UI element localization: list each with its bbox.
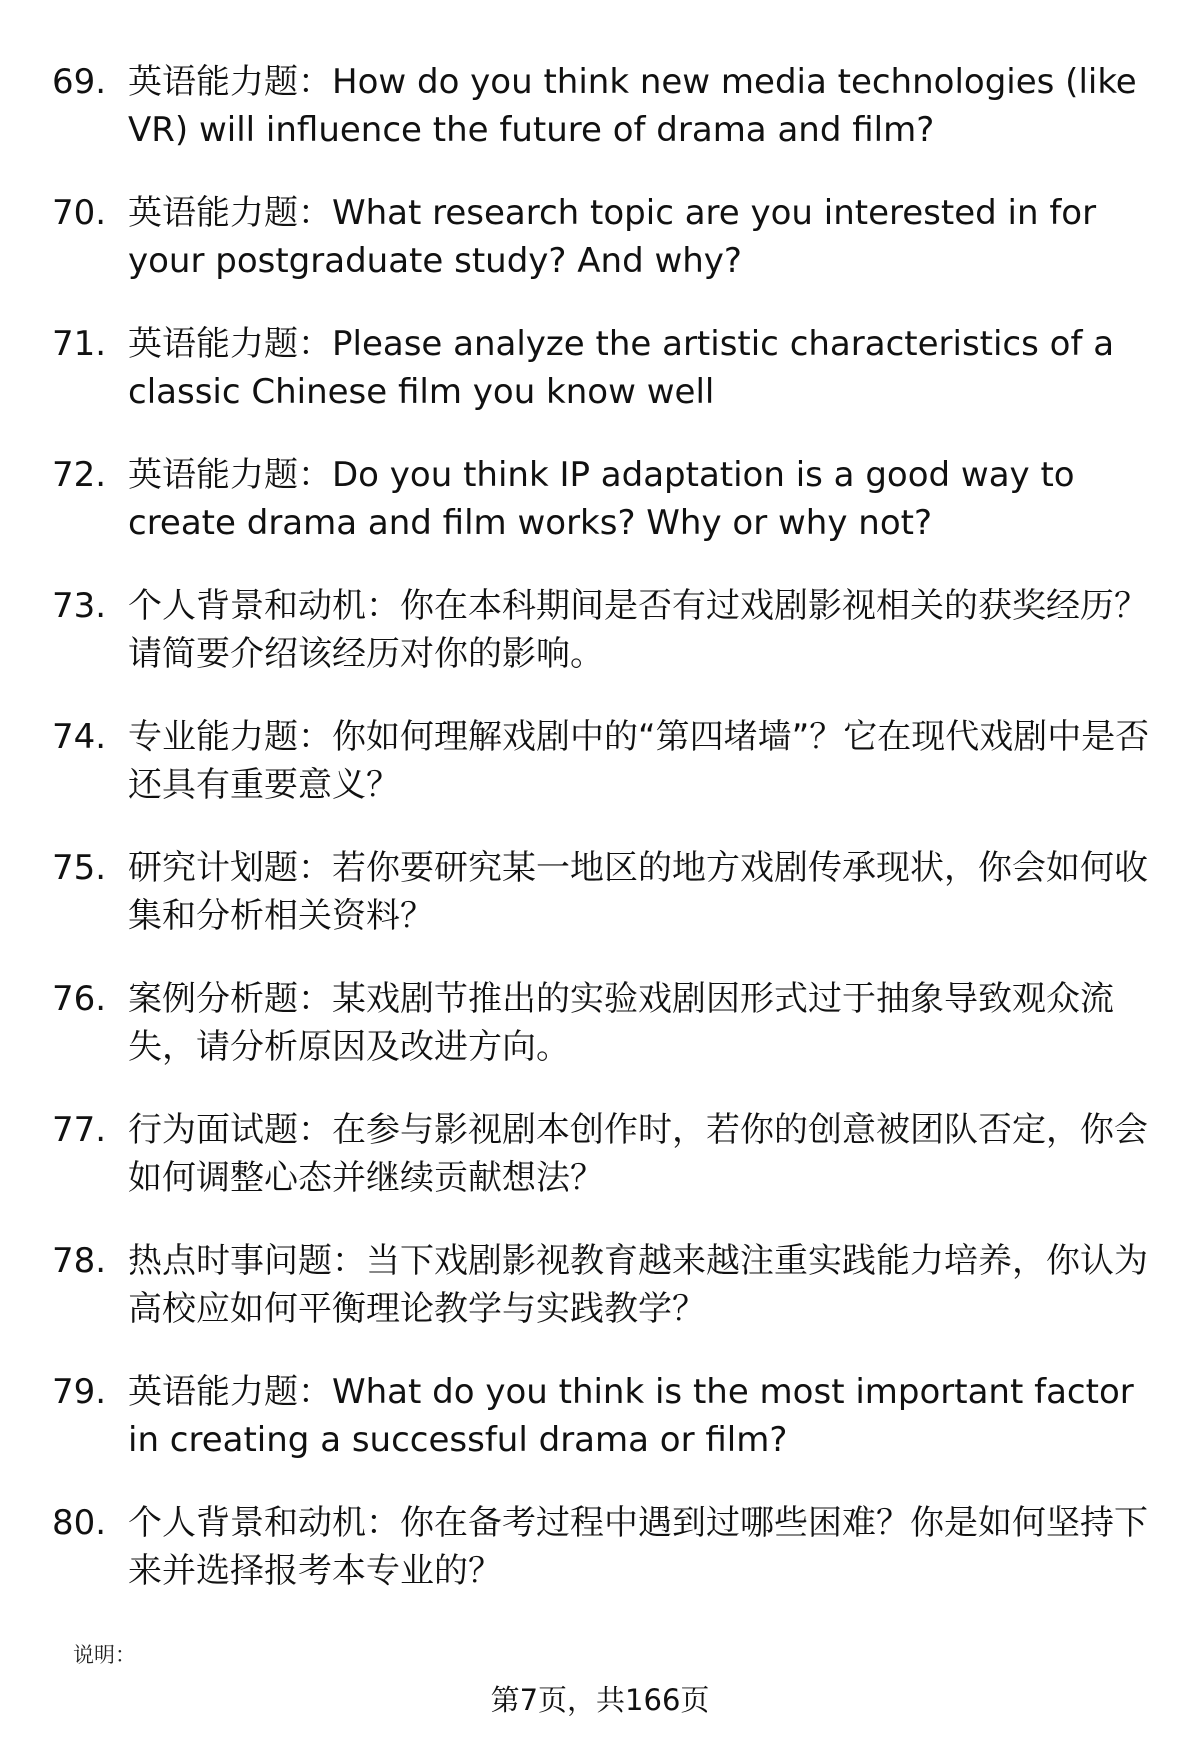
- question-number: 78.: [52, 1241, 107, 1281]
- question-item: [52, 582, 1152, 678]
- question-text: 行为面试题：在参与影视剧本创作时，若你的创意被团队否定，你会如何调整心态并继续贡献想法？: [128, 1110, 1148, 1198]
- question-number: 75.: [52, 848, 107, 888]
- question-text: 英语能力题：Please analyze the artistic characteristics of a classic Chinese film you know well: [128, 324, 1115, 412]
- question-number: 69.: [52, 62, 107, 102]
- question-number: 70.: [52, 193, 107, 233]
- question-item: [52, 451, 1152, 547]
- question-number: 77.: [52, 1110, 107, 1150]
- page-number: 第7页，共166页: [490, 1683, 710, 1717]
- question-item: [52, 1106, 1152, 1202]
- question-text: 英语能力题：Do you think IP adaptation is a good way to create drama and film works? Why or why not?: [128, 455, 1075, 543]
- question-text: 英语能力题：What research topic are you interested in for your postgraduate study? And why?: [128, 193, 1097, 281]
- question-number: 71.: [52, 324, 107, 364]
- question-item: [52, 320, 1152, 416]
- question-item: [52, 1237, 1152, 1333]
- question-item: [52, 975, 1152, 1071]
- question-text: 研究计划题：若你要研究某一地区的地方戏剧传承现状，你会如何收集和分析相关资料？: [128, 848, 1148, 936]
- question-text: 案例分析题：某戏剧节推出的实验戏剧因形式过于抽象导致观众流失，请分析原因及改进方向。: [128, 979, 1114, 1067]
- question-number: 76.: [52, 979, 107, 1019]
- question-text: 英语能力题：What do you think is the most important factor in creating a successful drama or film?: [128, 1372, 1134, 1460]
- question-item: [52, 58, 1152, 154]
- question-item: [52, 1499, 1152, 1595]
- question-text: 个人背景和动机：你在本科期间是否有过戏剧影视相关的获奖经历？请简要介绍该经历对你的影响。: [128, 586, 1148, 674]
- question-number: 80.: [52, 1503, 107, 1543]
- question-item: [52, 844, 1152, 940]
- note-label: 说明：: [73, 1643, 136, 1667]
- question-number: 79.: [52, 1372, 107, 1412]
- question-item: [52, 189, 1152, 285]
- question-item: [52, 713, 1152, 809]
- question-text: 专业能力题：你如何理解戏剧中的“第四堵墙”？它在现代戏剧中是否还具有重要意义？: [128, 717, 1150, 805]
- question-number: 73.: [52, 586, 107, 626]
- question-text: 热点时事问题：当下戏剧影视教育越来越注重实践能力培养，你认为高校应如何平衡理论教学与实践教学？: [128, 1241, 1148, 1329]
- question-item: [52, 1368, 1152, 1464]
- question-text: 个人背景和动机：你在备考过程中遇到过哪些困难？你是如何坚持下来并选择报考本专业的？: [128, 1503, 1148, 1591]
- question-list: [52, 58, 1152, 1630]
- question-number: 72.: [52, 455, 107, 495]
- question-text: 英语能力题：How do you think new media technologies (like VR) will influence the future of drama and film?: [128, 62, 1137, 150]
- question-number: 74.: [52, 717, 107, 757]
